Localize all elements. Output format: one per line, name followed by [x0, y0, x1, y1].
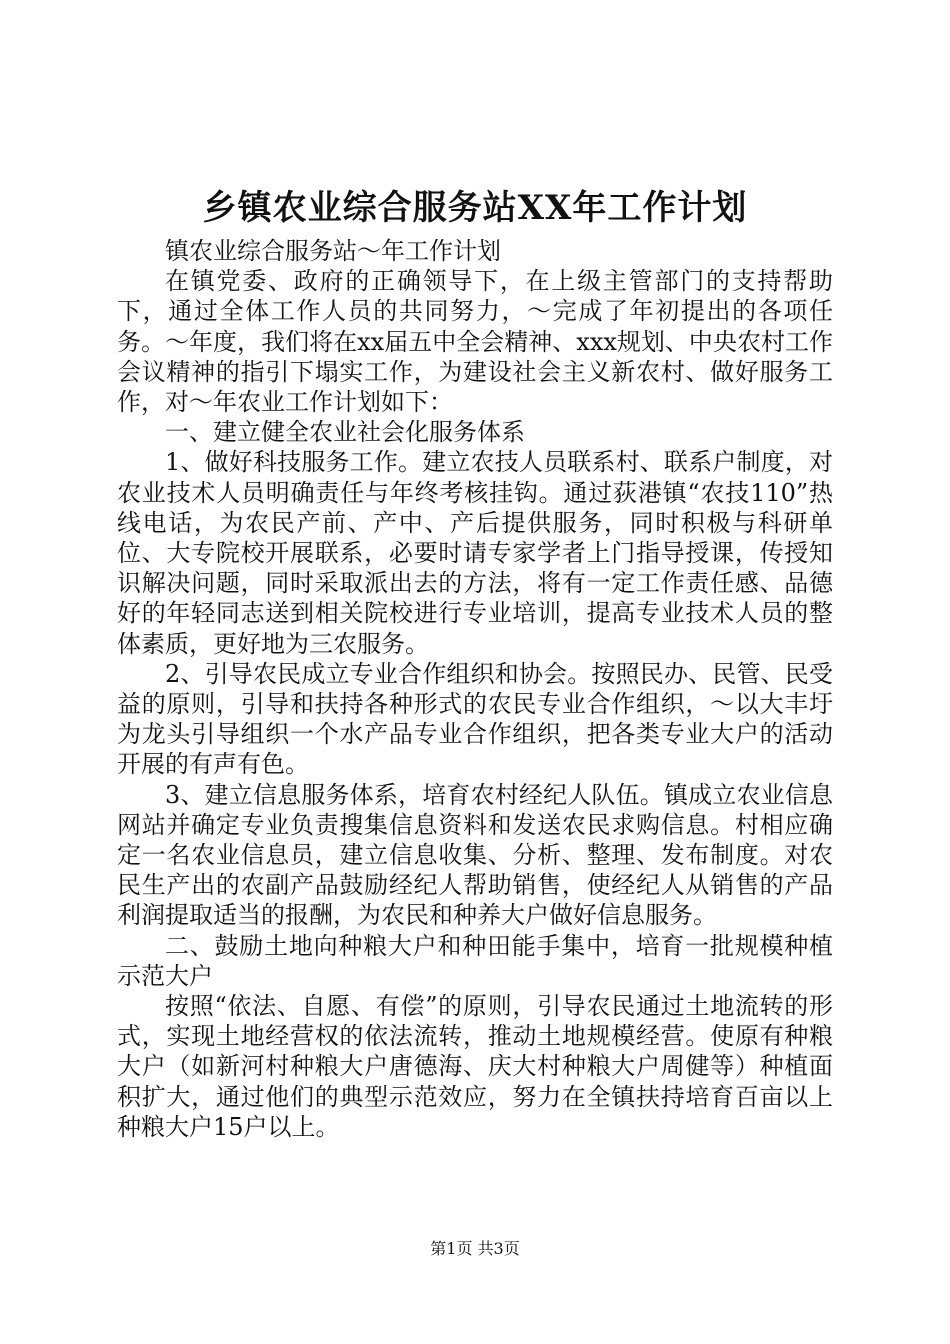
paragraph-section-2: 按照“依法、自愿、有偿”的原则，引导农民通过土地流转的形式，实现土地经营权的依法流转，推动土地规模经营。使原有种粮大户（如新河村种粮大户唐德海、庆大村种粮大户周健等）种植面积扩大，通过他们的典型示范效应，努力在全镇扶持培育百亩以上种粮大户15户以上。	[117, 992, 833, 1141]
paragraph-subtitle: 镇农业综合服务站～年工作计划	[165, 237, 501, 265]
section-heading-1: 一、建立健全农业社会化服务体系	[165, 418, 525, 447]
paragraph-item-3: 3、建立信息服务体系，培育农村经纪人队伍。镇成立农业信息网站并确定专业负责搜集信息资料和发送农民求购信息。村相应确定一名农业信息员，建立信息收集、分析、整理、发布制度。对农民生产出的农副产品鼓励经纪人帮助销售，使经纪人从销售的产品利润提取适当的报酬，为农民和种养大户做好信息服务。	[117, 780, 833, 930]
page-title: 乡镇农业综合服务站XX年工作计划	[202, 188, 748, 228]
section-heading-2: 二、鼓励土地向种粮大户和种田能手集中，培育一批规模种植示范大户	[117, 931, 833, 990]
paragraph-item-1: 1、做好科技服务工作。建立农技人员联系村、联系户制度，对农业技术人员明确责任与年终考核挂钩。通过荻港镇“农技110”热线电话，为农民产前、产中、产后提供服务，同时积极与科研单位、大专院校开展联系，必要时请专家学者上门指导授课，传授知识解决问题，同时采取派出去的方法，将有一定工作责任感、品德好的年轻同志送到相关院校进行专业培训，提高专业技术人员的整体素质，更好地为三农服务。	[117, 448, 833, 658]
paragraph-intro: 在镇党委、政府的正确领导下，在上级主管部门的支持帮助下，通过全体工作人员的共同努力，～完成了年初提出的各项任务。～年度，我们将在xx届五中全会精神、xxx规划、中央农村工作会议精神的指引下塌实工作，为建设社会主义新农村、做好服务工作，对～年农业工作计划如下：	[117, 267, 833, 417]
page-number: 第1页 共3页	[430, 1239, 520, 1258]
document-body	[117, 236, 833, 1142]
paragraph-item-2: 2、引导农民成立专业合作组织和协会。按照民办、民管、民受益的原则，引导和扶持各种形式的农民专业合作组织，～以大丰圩为龙头引导组织一个水产品专业合作组织，把各类专业大户的活动开展的有声有色。	[117, 659, 833, 779]
